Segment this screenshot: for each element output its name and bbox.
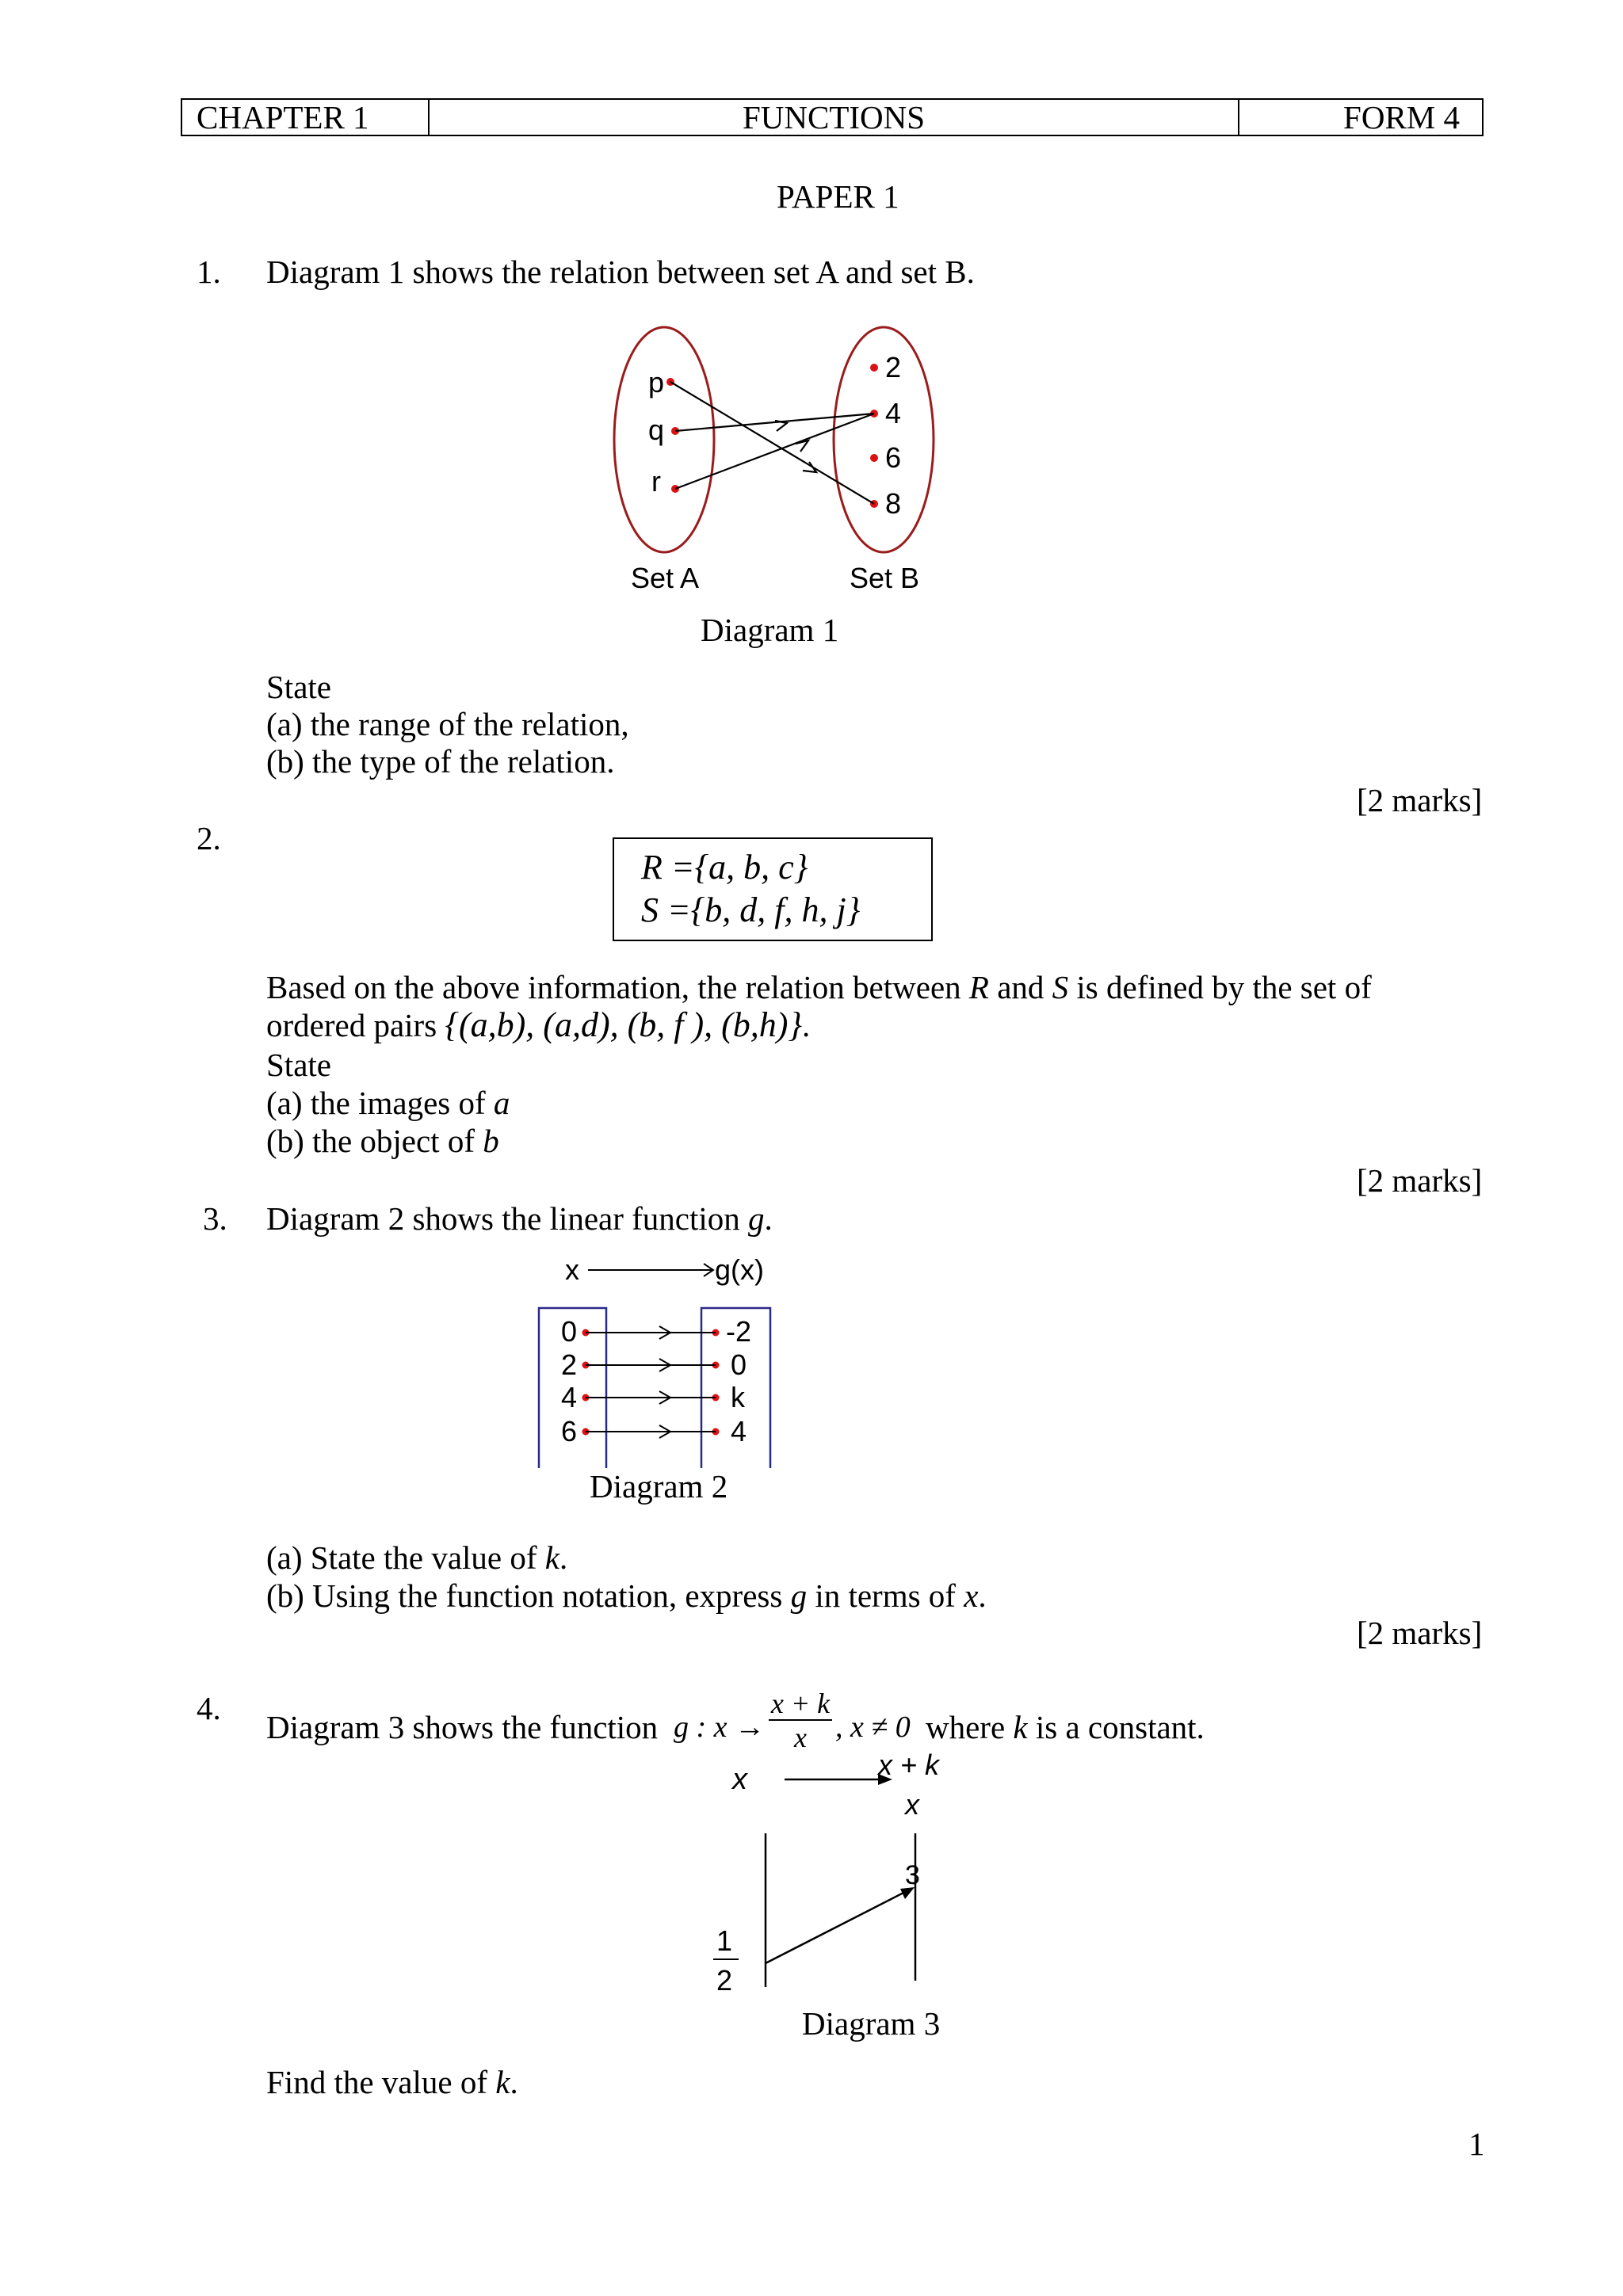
q1-marks: [2 marks] (1357, 782, 1483, 818)
set-b-element: 6 (885, 441, 902, 474)
q2-marks: [2 marks] (1357, 1162, 1483, 1199)
q2-text-line1: Based on the above information, the relation between R and S is defined by the set of (266, 969, 1372, 1005)
q4-text-post: where k is a constant. (926, 1709, 1205, 1745)
header-table (181, 98, 1484, 136)
ordered-pairs: {(a,b), (a,d), (b, f ), (b,h)} (445, 1005, 803, 1044)
set-b-label: Set B (850, 562, 920, 594)
gx-label: g(x) (715, 1253, 764, 1286)
diagram-3 (697, 1751, 983, 2012)
q3-part-a: (a) State the value of k. (266, 1539, 568, 1576)
mapping-arrow (766, 1890, 908, 1963)
q4-condition: , x ≠ 0 (835, 1711, 911, 1744)
codomain-value: k (731, 1381, 745, 1413)
arrow-p-8 (670, 382, 874, 504)
domain-value: 2 (561, 1348, 578, 1381)
x-label: x (565, 1253, 579, 1286)
diagram-1 (602, 317, 967, 618)
set-a-element: q (648, 414, 665, 446)
diagram-2 (523, 1248, 785, 1478)
codomain-value: 0 (731, 1348, 747, 1381)
q3-number: 3. (203, 1200, 227, 1237)
set-b-ellipse (834, 327, 934, 552)
set-a-label: Set A (631, 562, 700, 594)
q4-frac-den: x (794, 1722, 807, 1753)
q4-fraction (769, 1688, 832, 1754)
q2-text-line2: ordered pairs {(a,b), (a,d), (b, f ), (b,h)}. (266, 1005, 811, 1044)
x-label: x (732, 1763, 747, 1796)
set-b-element: 2 (885, 351, 902, 383)
q4-func-lhs: g : x → (674, 1711, 766, 1744)
q4-find: Find the value of k. (266, 2064, 518, 2100)
output-denominator: x (905, 1788, 919, 1821)
dot-6 (870, 454, 878, 462)
dot-2 (870, 364, 878, 372)
set-s: S ={b, d, f, h, j} (641, 891, 861, 929)
q2-sets-box (613, 837, 933, 941)
header-form: FORM 4 (1343, 99, 1460, 135)
diagram-2-caption: Diagram 2 (590, 1468, 728, 1505)
q1-text: Diagram 1 shows the relation between set A and set B. (266, 254, 975, 290)
input-numerator: 1 (716, 1924, 733, 1957)
output-value: 3 (905, 1860, 920, 1890)
q2-state: State (266, 1047, 331, 1083)
input-denominator: 2 (716, 1964, 733, 1997)
domain-value: 0 (561, 1315, 578, 1348)
q4-frac-num: x + k (769, 1688, 832, 1721)
set-a-element: p (648, 366, 665, 399)
arrow-q-4 (675, 414, 874, 431)
q4-text-pre: Diagram 3 shows the function (266, 1709, 659, 1745)
q3-marks: [2 marks] (1357, 1615, 1483, 1651)
q3-part-b: (b) Using the function notation, express g in terms of x. (266, 1577, 987, 1614)
diagram-3-caption: Diagram 3 (802, 2005, 941, 2042)
arrow-r-4 (675, 414, 874, 489)
header-chapter: CHAPTER 1 (182, 100, 430, 135)
q4-number: 4. (197, 1690, 221, 1726)
header-topic: FUNCTIONS (430, 100, 1239, 135)
q1-state: State (266, 669, 331, 705)
q2-part-a: (a) the images of a (266, 1085, 510, 1121)
q1-number: 1. (197, 254, 221, 290)
paper-title: PAPER 1 (777, 178, 899, 215)
set-b-element: 4 (885, 397, 902, 429)
codomain-value: -2 (726, 1315, 752, 1348)
codomain-value: 4 (731, 1415, 747, 1447)
output-numerator: x + k (878, 1751, 940, 1781)
set-b-element: 8 (885, 487, 902, 520)
q2-part-b: (b) the object of b (266, 1123, 499, 1159)
q1-part-b: (b) the type of the relation. (266, 743, 615, 780)
set-a-element: r (651, 465, 661, 498)
set-r: R ={a, b, c} (641, 848, 808, 887)
q3-text: Diagram 2 shows the linear function g. (266, 1200, 773, 1237)
page-number: 1 (1468, 2126, 1485, 2162)
domain-value: 6 (561, 1415, 578, 1447)
q2-number: 2. (197, 820, 221, 856)
domain-value: 4 (561, 1381, 578, 1413)
diagram-1-caption: Diagram 1 (701, 612, 839, 648)
q1-part-a: (a) the range of the relation, (266, 706, 629, 742)
